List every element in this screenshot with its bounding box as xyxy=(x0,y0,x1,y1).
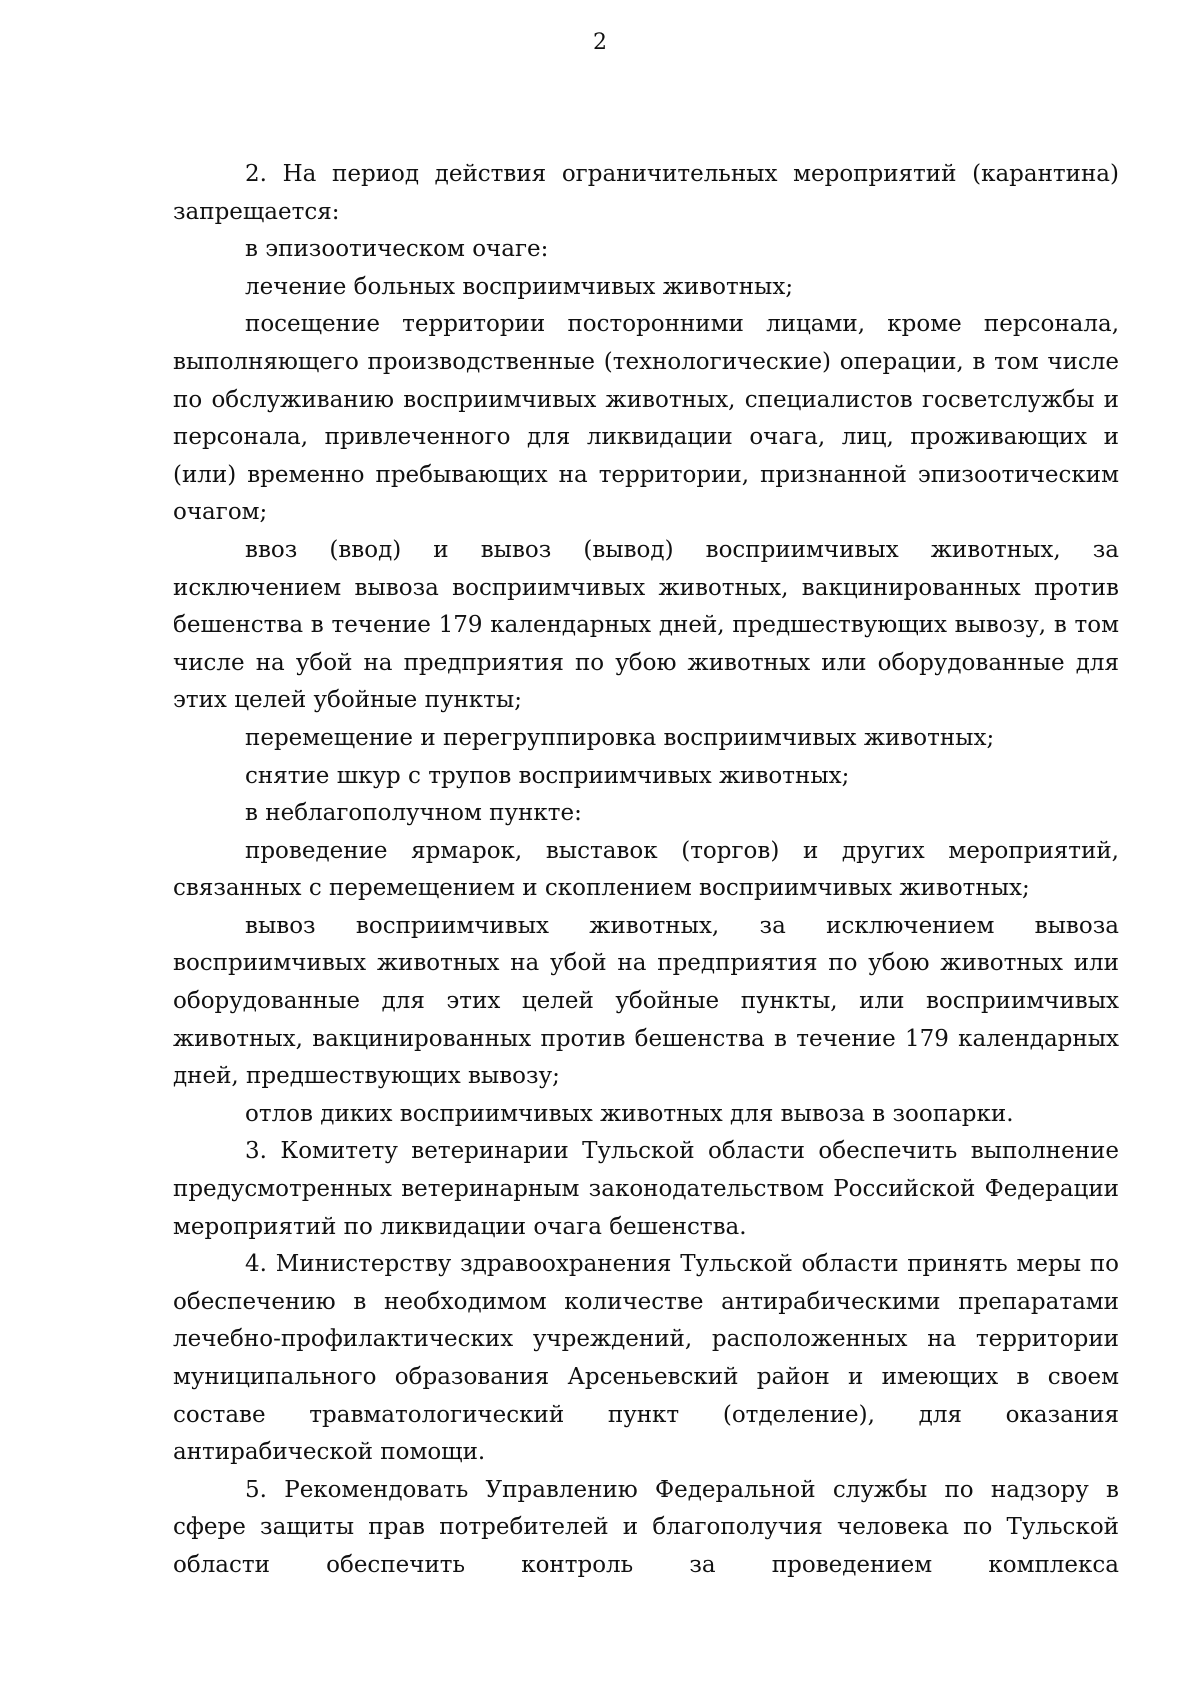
paragraph-import-export: ввоз (ввод) и вывоз (вывод) восприимчивых животных, за исключением вывоза восприимчивых животных, вакцинированных против бешенства в течение 179 календарных дней, предшествующих вывозу, в том числе на убой на предприятия по убою животных или оборудованные для этих целей убойные пункты; xyxy=(173,536,1119,714)
paragraph-skins: снятие шкур с трупов восприимчивых животных; xyxy=(245,762,850,789)
page-number: 2 xyxy=(593,30,607,55)
paragraph-export: вывоз восприимчивых животных, за исключением вывоза восприимчивых животных на убой на предприятия по убою животных или оборудованные для этих целей убойные пункты, или восприимчивых животных, вакцинированных против бешенства в течение 179 календарных дней, предшествующих вывозу; xyxy=(173,912,1119,1090)
document-body xyxy=(173,156,1119,1585)
paragraph-4-health-ministry: 4. Министерству здравоохранения Тульской области принять меры по обеспечению в необходимом количестве антирабическими препаратами лечебно-профилактических учреждений, расположенных на территории муниципального образования Арсеньевский район и имеющих в своем составе травматологический пункт (отделение), для оказания антирабической помощи. xyxy=(173,1251,1119,1466)
paragraph-3-veterinary-committee: 3. Комитету ветеринарии Тульской области обеспечить выполнение предусмотренных ветеринарным законодательством Российской Федерации мероприятий по ликвидации очага бешенства. xyxy=(173,1138,1119,1240)
paragraph-fairs: проведение ярмарок, выставок (торгов) и других мероприятий, связанных с перемещением и скоплением восприимчивых животных; xyxy=(173,837,1119,902)
paragraph-visits: посещение территории посторонними лицами, кроме персонала, выполняющего производственные (технологические) операции, в том числе по обслуживанию восприимчивых животных, специалистов госветслужбы и персонала, привлеченного для ликвидации очага, лиц, проживающих и (или) временно пребывающих на территории, признанной эпизоотическим очагом; xyxy=(173,311,1119,526)
paragraph-epizootic-focus: в эпизоотическом очаге: xyxy=(245,236,549,263)
paragraph-treatment: лечение больных восприимчивых животных; xyxy=(245,273,794,300)
paragraph-unfavorable-point: в неблагополучном пункте: xyxy=(245,800,582,827)
paragraph-wild-animals: отлов диких восприимчивых животных для вывоза в зоопарки. xyxy=(245,1100,1014,1127)
paragraph-2-intro: 2. На период действия ограничительных мероприятий (карантина) запрещается: xyxy=(173,161,1119,225)
paragraph-5-supervision: 5. Рекомендовать Управлению Федеральной службы по надзору в сфере защиты прав потребителей и благополучия человека по Тульской области обеспечить контроль за проведением комплекса xyxy=(173,1476,1119,1578)
paragraph-regrouping: перемещение и перегруппировка восприимчивых животных; xyxy=(245,724,995,751)
